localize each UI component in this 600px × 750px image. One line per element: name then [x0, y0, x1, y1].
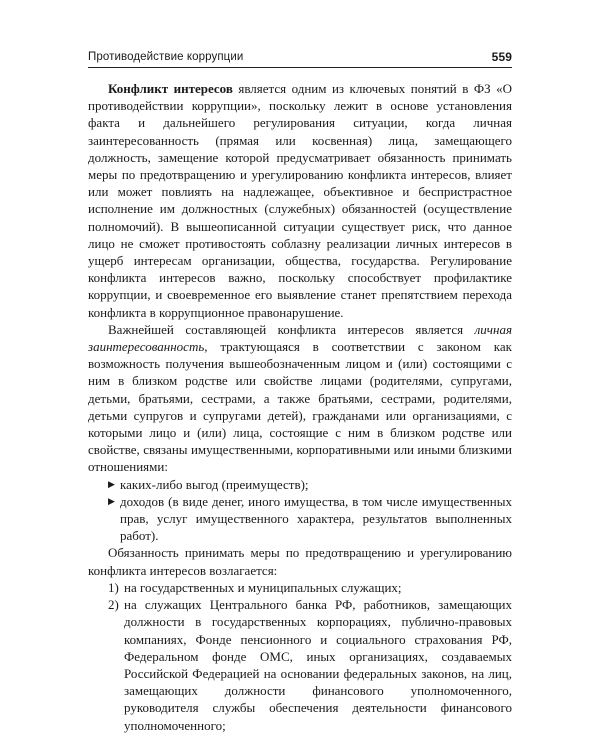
list-item	[108, 596, 512, 734]
list-item	[108, 493, 512, 545]
body-text	[88, 80, 512, 734]
list-item-text: на служащих Центрального банка РФ, работников, замещающих должности в государственных корпорациях, публично-правовых компаниях, Фонде пенсионного и социального страхования РФ, Федеральном фонде ОМС, иных организациях, создаваемых Российской Федерацией на основании федеральных законов, на лиц, замещающих должности финансового уполномоченного, руководителя службы обеспечения деятельности финансового уполномоченного;	[124, 597, 512, 733]
numbered-list	[88, 579, 512, 734]
list-item	[108, 579, 512, 596]
list-item-text: на государственных и муниципальных служащих;	[124, 579, 402, 595]
list-item-text: доходов (в виде денег, иного имущества, в том числе имущественных прав, услуг имущественного характера, результатов выполненных работ).	[120, 493, 512, 544]
list-item	[108, 476, 512, 493]
term-personal-interest: личная заинтересованность	[88, 321, 512, 355]
header-rule	[88, 67, 512, 68]
paragraph-2-lead: Важнейшей составляющей конфликта интересов является	[108, 321, 475, 337]
triangle-bullet-icon: ▶	[108, 478, 115, 489]
running-header	[88, 48, 512, 65]
paragraph-obligation: Обязанность принимать меры по предотвращению и урегулированию конфликта интересов возлагается:	[88, 545, 512, 578]
running-title: Противодействие коррупции	[88, 51, 244, 63]
bullet-list	[88, 476, 512, 545]
term-conflict-of-interest: Конфликт интересов	[108, 81, 233, 96]
triangle-bullet-icon: ▶	[108, 495, 115, 506]
paragraph-personal-interest	[88, 321, 512, 476]
paragraph-1-text: является одним из ключевых понятий в ФЗ «О противодействии коррупции», поскольку лежит в основе установления факта и дальнейшего регулирования ситуации, когда личная заинтересованность (прямая или косвенная) лица, замещающего должность, замещение которой предусматривает обязанность принимать меры по предотвращению и урегулированию конфликта интересов, влияет или может повлиять на надлежащее, объективное и беспристрастное исполнение им должностных (служебных) обязанностей (осуществление полномочий). В вышеописанной ситуации существует риск, что данное лицо не сможет противостоять соблазну реализации личных интересов в ущерб интересам организации, общества, государства. Регулирование конфликта интересов важно, поскольку способствует профилактике коррупции, и своевременное его выявление станет препятствием перехода конфликта в коррупционное правонарушение.	[88, 81, 512, 320]
paragraph-conflict-of-interest	[88, 80, 512, 321]
list-number: 1)	[108, 579, 119, 595]
book-page	[88, 48, 512, 734]
paragraph-2-text: , трактующаяся в соответствии с законом как возможность получения вышеобозначенным лицом и (или) состоящими с ним в близком родстве или свойстве лицами (родителями, супругами, детьми, братьями, сестрами, а также братьями, сестрами, родителями, детьми супругов и супругами детей), гражданами или организациями, с которыми лицо и (или) лица, состоящие с ним в близком родстве или свойстве, связаны имущественными, корпоративными или иными близкими отношениями:	[88, 339, 512, 475]
page-number: 559	[491, 50, 512, 64]
list-item-text: каких-либо выгод (преимуществ);	[120, 476, 309, 492]
list-number: 2)	[108, 597, 119, 613]
